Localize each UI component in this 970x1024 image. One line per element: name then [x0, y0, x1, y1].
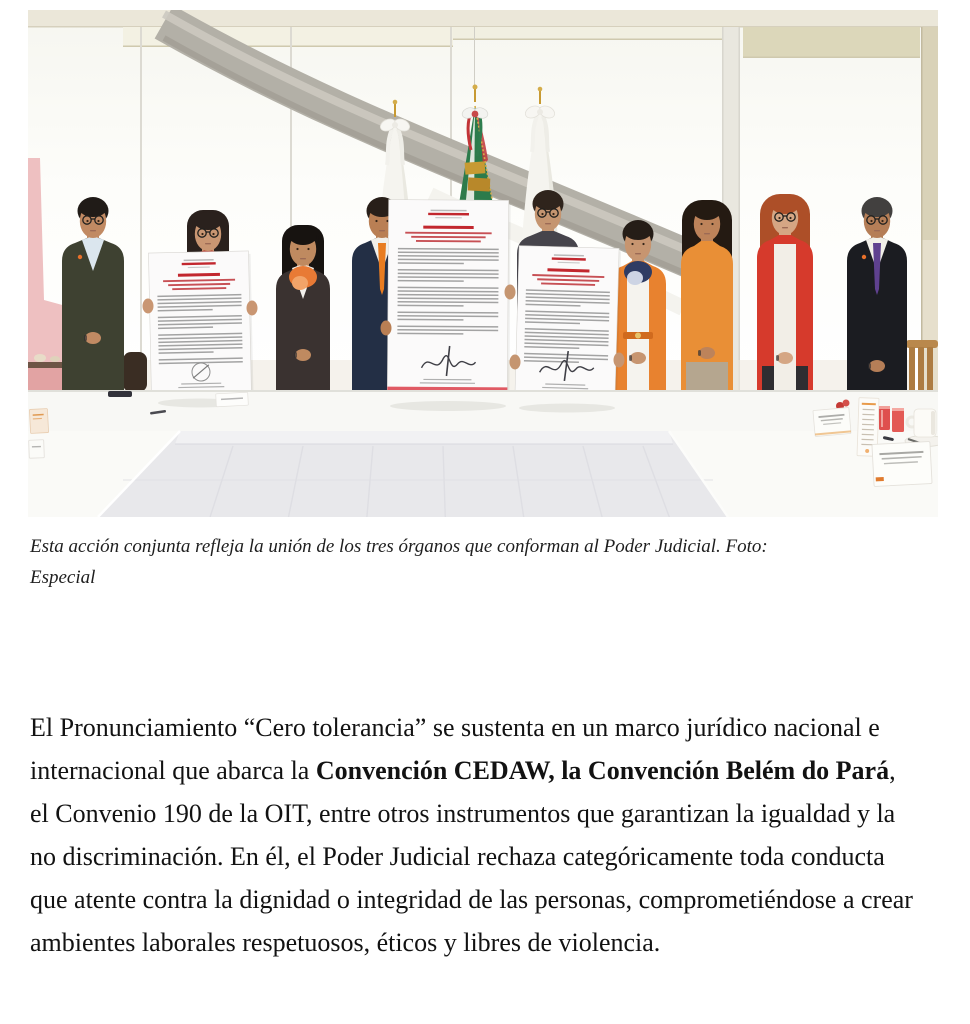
- caption-line-1: Esta acción conjunta refleja la unión de los tres órganos que conforman al Poder Judicial. Foto:: [30, 536, 768, 557]
- name-tent-card: [872, 442, 932, 487]
- woman-orange-scarf: [276, 225, 330, 394]
- photo-caption: [30, 531, 910, 593]
- article-paragraph: [30, 706, 914, 964]
- paragraph-text-after-bold: , el Convenio 190 de la OIT, entre otros instrumentos que garantizan la igualdad y la no discriminación. En él, el Poder Judicial rechaza categóricamente toda conducta que atente contra la dignidad o integridad de las personas, comprometiéndose a crear ambientes laborales respetuosos, éticos y libres de violencia.: [30, 756, 913, 957]
- dark-chair-back: [123, 352, 147, 392]
- juice-glass: [892, 408, 904, 432]
- paragraph-text-before-bold: El Pronunciamiento “Cero tolerancia” se sustenta en un marco jurídico nacional e internacional que abarca la: [30, 713, 880, 785]
- woman-red-blazer: [757, 194, 813, 394]
- conference-table: [28, 390, 938, 517]
- pronunciamiento-poster-left: [148, 251, 253, 402]
- phone: [108, 391, 132, 397]
- name-tent-card: [216, 392, 249, 407]
- woman-orange-blouse: [681, 200, 733, 394]
- juice-glass: [879, 406, 890, 430]
- article-photo: [28, 10, 938, 517]
- photo-scene: [28, 10, 938, 517]
- caption-line-2: Especial: [30, 567, 96, 588]
- pronunciamiento-poster-center: [387, 200, 510, 398]
- paragraph-text-bold: Convención CEDAW, la Convención Belém do Pará: [315, 756, 890, 785]
- pronunciamiento-poster-right: [515, 246, 621, 404]
- name-tent-card: [813, 407, 851, 436]
